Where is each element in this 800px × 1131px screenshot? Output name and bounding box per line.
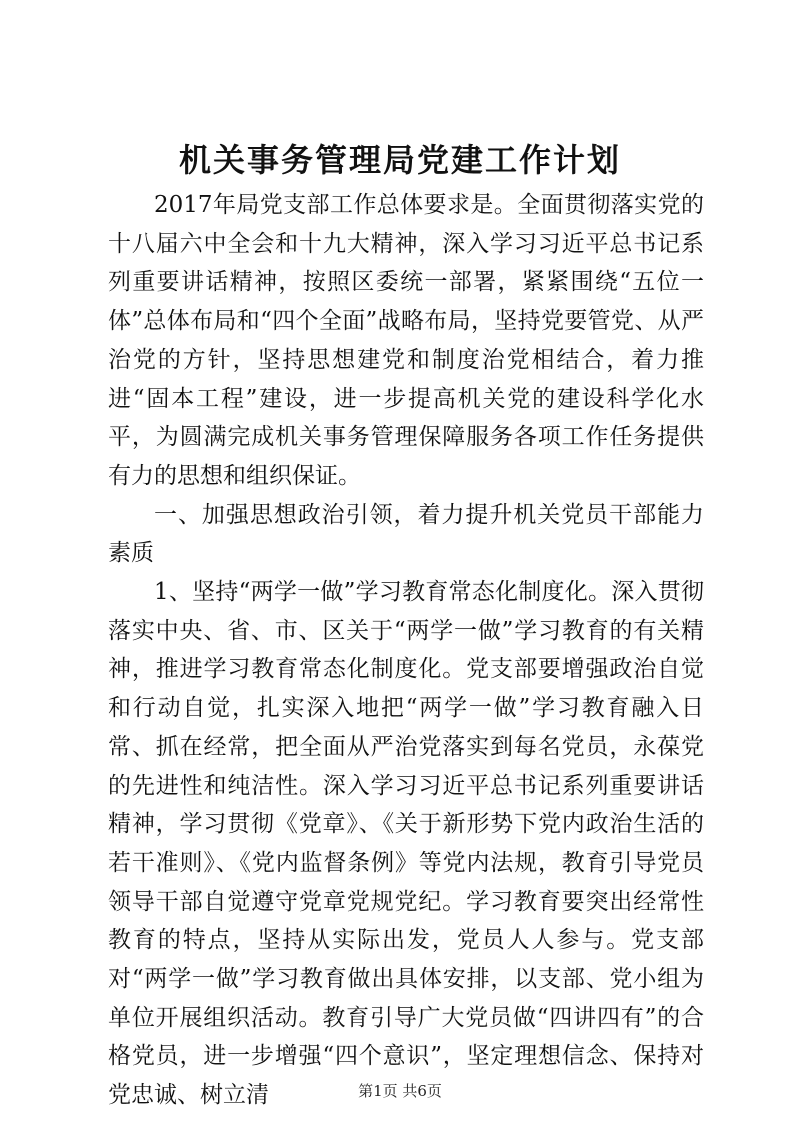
paragraph-item-1: 1、坚持“两学一做”学习教育常态化制度化。深入贯彻落实中央、省、市、区关于“两学一做”学习教育的有关精神，推进学习教育常态化制度化。党支部要增强政治自觉和行动自觉，扎实深入地把“两学一做”学习教育融入日常、抓在经常，把全面从严治党落实到每名党员，永葆党的先进性和纯洁性。深入学习习近平总书记系列重要讲话精神，学习贯彻《党章》、《关于新形势下党内政治生活的若干准则》、《党内监督条例》等党内法规，教育引导党员领导干部自觉遵守党章党规党纪。学习教育要突出经常性教育的特点，坚持从实际出发，党员人人参与。党支部对“两学一做”学习教育做出具体安排，以支部、党小组为单位开展组织活动。教育引导广大党员做“四讲四有”的合格党员，进一步增强“四个意识”，坚定理想信念、保持对党忠诚、树立清 [108, 579, 704, 1109]
paragraph-intro: 2017年局党支部工作总体要求是。全面贯彻落实党的十八届六中全会和十九大精神，深入学习习近平总书记系列重要讲话精神，按照区委统一部署，紧紧围绕“五位一体”总体布局和“四个全面”战略布局，坚持党要管党、从严治党的方针，坚持思想建党和制度治党相结合，着力推进“固本工程”建设，进一步提高机关党的建设科学化水平，为圆满完成机关事务管理保障服务各项工作任务提供有力的思想和组织保证。 [108, 192, 704, 489]
document-title: 机关事务管理局党建工作计划 [178, 141, 621, 179]
document-body [108, 186, 704, 1115]
section-heading-1: 一、加强思想政治引领，着力提升机关党员干部能力素质 [108, 501, 704, 567]
page-footer: 第1页 共6页 [358, 1082, 442, 1100]
